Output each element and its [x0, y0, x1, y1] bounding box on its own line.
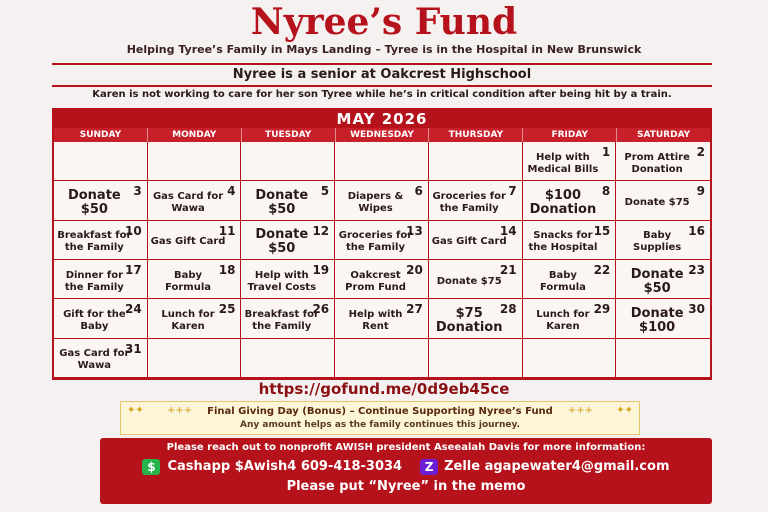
day-number: 11 [218, 223, 236, 238]
day-number: 25 [218, 302, 236, 317]
day-number: 14 [499, 223, 517, 238]
memo-line: Please put “Nyree” in the memo [286, 479, 526, 494]
day-activity: Diapers & Wipes [347, 190, 404, 214]
calendar-day-cell [429, 221, 523, 260]
day-activity: Donate $75 [624, 196, 690, 208]
subtitle: Helping Tyree’s Family in Mays Landing – Tyree is in the Hospital in New Brunswick [126, 43, 642, 56]
calendar-day-cell [241, 181, 335, 220]
day-number: 22 [593, 262, 611, 277]
bonus-title: Final Giving Day (Bonus) – Continue Supporting Nyree’s Fund [207, 406, 553, 417]
calendar-day-cell [616, 260, 710, 299]
weekday-label: SUNDAY [54, 128, 148, 142]
weekday-label: THURSDAY [429, 128, 523, 142]
calendar-day-cell [616, 142, 710, 181]
day-activity: Lunch for Karen [536, 308, 590, 332]
day-activity: Lunch for Karen [161, 308, 215, 332]
calendar-day-cell [148, 221, 242, 260]
sparkle-icon: ✦✦ [616, 405, 633, 416]
calendar-empty-cell [616, 339, 710, 378]
bonus-subtitle: Any amount helps as the family continues this journey. [240, 420, 520, 430]
calendar-empty-cell [54, 142, 148, 181]
day-activity: $100 Donation [529, 188, 597, 217]
day-activity: Gift for the Baby [63, 308, 126, 332]
calendar-day-cell [616, 221, 710, 260]
senior-line: Nyree is a senior at Oakcrest Highschool [232, 67, 532, 82]
calendar-day-cell [54, 221, 148, 260]
calendar-day-cell [335, 181, 429, 220]
weekday-label: WEDNESDAY [336, 128, 430, 142]
calendar-day-cell [523, 181, 617, 220]
calendar-empty-cell [335, 339, 429, 378]
day-number: 20 [406, 262, 423, 277]
page-title: Nyree’s Fund [250, 1, 518, 43]
calendar-day-cell [429, 260, 523, 299]
zelle-icon: Z [420, 459, 438, 475]
day-activity: Donate $75 [436, 275, 502, 287]
day-number: 27 [406, 302, 423, 317]
weekday-label: MONDAY [148, 128, 242, 142]
calendar-day-cell [54, 339, 148, 378]
calendar-empty-cell [148, 142, 242, 181]
day-activity: Snacks for the Hospital [528, 230, 598, 254]
cashapp-icon: $ [142, 459, 160, 475]
day-number: 30 [688, 302, 705, 317]
day-number: 16 [688, 223, 705, 238]
calendar-day-cell [616, 299, 710, 338]
day-number: 9 [696, 184, 705, 199]
calendar-day-cell [523, 299, 617, 338]
divider-mid [52, 85, 712, 87]
calendar-day-cell [523, 142, 617, 181]
day-activity: Donate $50 [630, 266, 684, 296]
bonus-banner [120, 401, 640, 435]
day-number: 19 [312, 262, 330, 277]
day-activity: Breakfast for the Family [244, 308, 319, 332]
calendar-empty-cell [429, 339, 523, 378]
calendar-empty-cell [241, 142, 335, 181]
cashapp-info: Cashapp $Awish4 609-418-3034 [167, 459, 403, 474]
calendar-day-cell [523, 221, 617, 260]
calendar-day-cell [335, 299, 429, 338]
day-activity: Groceries for the Family [432, 190, 506, 214]
day-activity: Baby Formula [539, 269, 586, 293]
day-number: 24 [125, 302, 142, 317]
contact-footer [100, 438, 712, 504]
calendar-day-cell [335, 221, 429, 260]
day-number: 3 [133, 184, 142, 199]
calendar-day-cell [148, 181, 242, 220]
gofundme-link[interactable]: https://gofund.me/0d9eb45ce [258, 380, 510, 398]
day-activity: Prom Attire Donation [624, 151, 690, 175]
day-number: 31 [125, 341, 142, 356]
calendar [52, 108, 712, 380]
divider-top [52, 63, 712, 65]
sparkle-icon: +++ [167, 405, 193, 416]
calendar-day-cell [54, 260, 148, 299]
day-number: 29 [593, 302, 611, 317]
day-activity: $75 Donation [435, 306, 503, 335]
day-number: 6 [414, 184, 423, 199]
day-activity: Baby Formula [165, 269, 212, 293]
day-number: 5 [320, 184, 330, 199]
day-activity: Gas Card for Wawa [152, 190, 224, 214]
day-activity: Baby Supplies [633, 230, 682, 254]
day-activity: Oakcrest Prom Fund [345, 269, 406, 293]
day-number: 4 [227, 184, 236, 199]
day-number: 2 [696, 145, 705, 159]
day-activity: Donate $50 [255, 227, 309, 257]
day-number: 12 [312, 223, 330, 238]
day-number: 26 [312, 302, 330, 317]
day-activity: Help with Medical Bills [527, 151, 599, 175]
day-number: 28 [499, 302, 517, 317]
day-activity: Gas Gift Card [150, 236, 226, 248]
day-activity: Gas Card for Wawa [59, 348, 130, 372]
calendar-month: MAY 2026 [54, 110, 710, 128]
calendar-empty-cell [241, 339, 335, 378]
calendar-empty-cell [429, 142, 523, 181]
day-number: 15 [593, 223, 611, 238]
contact-line: Please reach out to nonprofit AWISH president Aseealah Davis for more information: [166, 442, 646, 453]
day-activity: Gas Gift Card [431, 236, 507, 248]
calendar-day-cell [241, 299, 335, 338]
day-number: 21 [499, 262, 517, 277]
calendar-day-cell [54, 299, 148, 338]
day-number: 18 [218, 262, 236, 277]
zelle-info: Zelle agapewater4@gmail.com [444, 459, 670, 474]
weekday-header [54, 128, 710, 142]
day-activity: Dinner for the Family [64, 269, 124, 293]
sparkle-icon: ✦✦ [127, 405, 144, 416]
day-activity: Help with Rent [348, 308, 403, 332]
day-activity: Donate $50 [67, 188, 121, 217]
calendar-day-cell [616, 181, 710, 220]
calendar-day-cell [523, 260, 617, 299]
calendar-empty-cell [523, 339, 617, 378]
payment-row [100, 457, 712, 477]
day-number: 10 [125, 223, 142, 238]
day-number: 13 [406, 223, 423, 238]
weekday-label: FRIDAY [523, 128, 617, 142]
calendar-empty-cell [148, 339, 242, 378]
calendar-day-cell [429, 181, 523, 220]
day-activity: Groceries for the Family [338, 230, 413, 254]
day-number: 8 [601, 184, 611, 199]
calendar-day-cell [54, 181, 148, 220]
karen-line: Karen is not working to care for her son Tyree while he’s in critical condition after being hit by a train. [92, 89, 672, 100]
calendar-day-cell [241, 260, 335, 299]
day-activity: Donate $50 [255, 188, 309, 217]
day-number: 17 [125, 262, 142, 277]
day-number: 1 [601, 145, 611, 159]
day-number: 23 [688, 262, 705, 277]
calendar-grid [54, 142, 710, 378]
calendar-day-cell [148, 260, 242, 299]
day-activity: Help with Travel Costs [247, 269, 317, 293]
calendar-day-cell [148, 299, 242, 338]
calendar-empty-cell [335, 142, 429, 181]
day-activity: Donate $100 [630, 306, 684, 335]
sparkle-icon: +++ [567, 405, 593, 416]
weekday-label: TUESDAY [242, 128, 336, 142]
calendar-day-cell [429, 299, 523, 338]
day-activity: Breakfast for the Family [57, 230, 132, 254]
calendar-day-cell [241, 221, 335, 260]
calendar-day-cell [335, 260, 429, 299]
day-number: 7 [508, 184, 517, 199]
weekday-label: SATURDAY [636, 130, 691, 140]
